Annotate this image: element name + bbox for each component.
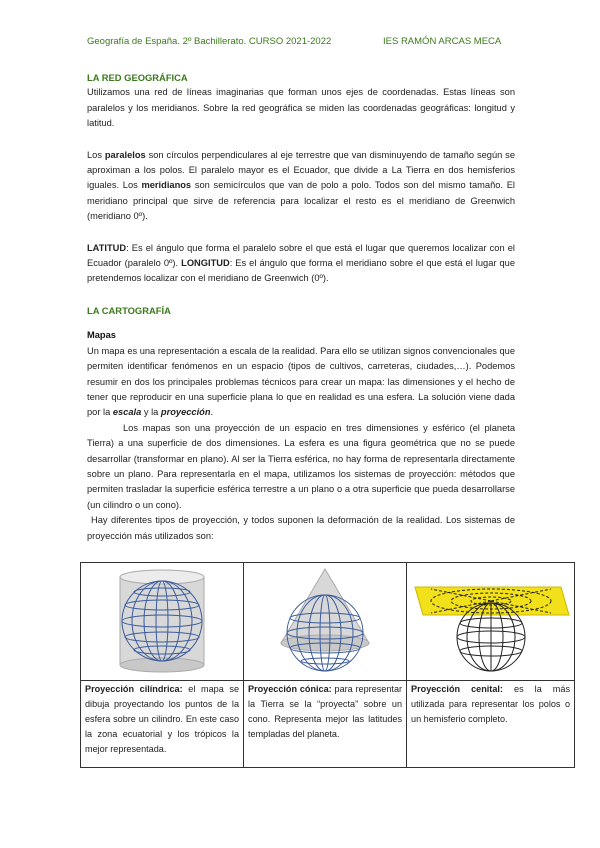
- conical-description: Proyección cónica: para representar la Tierra se la “proyecta” sobre un cono. Representa mejor las latitudes templadas del planeta.: [244, 681, 407, 768]
- subtitle-mapas: Mapas: [87, 330, 116, 341]
- red-intro: Utilizamos una red de líneas imaginarias que forman unos ejes de coordenadas. Estas líneas son paralelos y los meridianos. Sobre la red geográfica se miden las coordenadas geográficas: longitud y latitud.: [87, 87, 515, 129]
- zenithal-image-cell: [407, 563, 575, 681]
- mapas-paragraph: Un mapa es una representación a escala de la realidad. Para ello se utilizan signos convencionales que permiten identificar fenómenos en un espacio (tipos de cultivos, carreteras, ciudades,…). Podemos resumir en dos los principales problemas técnicos para crear un mapa: las dimensiones y el hecho de tener que reproducir en una superficie plana lo que en realidad es una esfera. La solución viene dada por la escala y la proyección.: [87, 345, 515, 418]
- document-body: [87, 70, 515, 544]
- paralelos-paragraph: Los paralelos son círculos perpendiculares al eje terrestre que van disminuyendo de tamaño según se aproximan a los polos. El paralelo mayor es el Ecuador, que divide a La Tierra en dos hemisferios iguales. Los meridianos son semicírculos que van de polo a polo. Todos son del mismo tamaño. El meridiano principal que sirve de referencia para localizar el resto es el meridiano de Greenwich (meridiano 0º).: [87, 149, 516, 222]
- header-school: IES RAMÓN ARCAS MECA: [383, 36, 502, 47]
- tipos-paragraph: Hay diferentes tipos de proyección, y todos suponen la deformación de la realidad. Los sistemas de proyección más utilizados son:: [87, 515, 515, 541]
- projection-table: [80, 562, 575, 768]
- section-title-carto: LA CARTOGRAFÍA: [87, 304, 171, 316]
- proyeccion-paragraph: Los mapas son una proyección de un espacio en tres dimensiones y esférico (el planeta Tierra) a una superficie de dos dimensiones. La esfera es una figura geométrica que no se puede desarrollar (transformar en plano). Al ser la Tierra esférica, no hay forma de representarla directamente sobre un plano. Para representarla en el mapa, utilizamos los sistemas de proyección: métodos que permiten trasladar la superficie esférica terrestre a un plano o a otra superficie que pueda desarrollarse (un cilindro o un cono).: [87, 422, 515, 510]
- section-title-red: LA RED GEOGRÁFICA: [87, 72, 188, 83]
- cylindrical-description: Proyección cilíndrica: el mapa se dibuja proyectando los puntos de la esfera sobre un cilindro. En este caso la zona ecuatorial y los trópicos la mejor representada.: [81, 681, 244, 768]
- latitud-paragraph: LATITUD: Es el ángulo que forma el paralelo sobre el que está el lugar que queremos localizar con el Ecuador (paralelo 0º). LONGITUD: Es el ángulo que forma el meridiano sobre el que está el lugar que pretendemos localizar con el meridiano de Greenwich (0º).: [87, 242, 515, 284]
- conical-image-cell: [244, 563, 407, 681]
- header-course: Geografía de España. 2º Bachillerato. CURSO 2021-2022: [87, 36, 332, 47]
- cylindrical-image-cell: [81, 563, 244, 681]
- cylindrical-projection-figure: [102, 565, 222, 677]
- zenithal-projection-figure: [411, 565, 571, 677]
- page-header: [87, 36, 540, 47]
- conical-projection-figure: [265, 565, 385, 677]
- zenithal-description: Proyección cenital: es la más utilizada para representar los polos o un hemisferio completo.: [407, 681, 575, 768]
